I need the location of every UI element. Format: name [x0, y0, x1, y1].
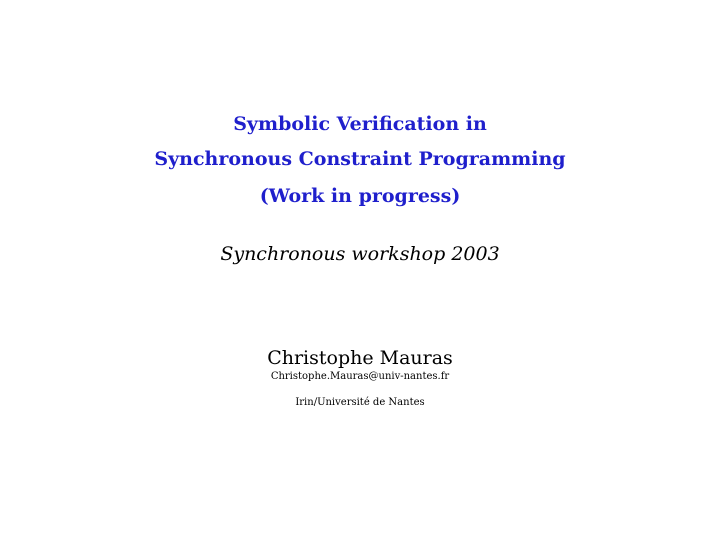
- title-line-3: (Work in progress): [259, 185, 461, 207]
- title-line-1: Symbolic Verification in: [233, 113, 487, 135]
- author-affiliation: Irin/Université de Nantes: [295, 397, 425, 408]
- author-email: Christophe.Mauras@univ-nantes.fr: [270, 371, 450, 382]
- author-name: Christophe Mauras: [267, 347, 453, 369]
- title-line-2: Synchronous Constraint Programming: [154, 148, 566, 170]
- event-subtitle: Synchronous workshop 2003: [220, 243, 500, 265]
